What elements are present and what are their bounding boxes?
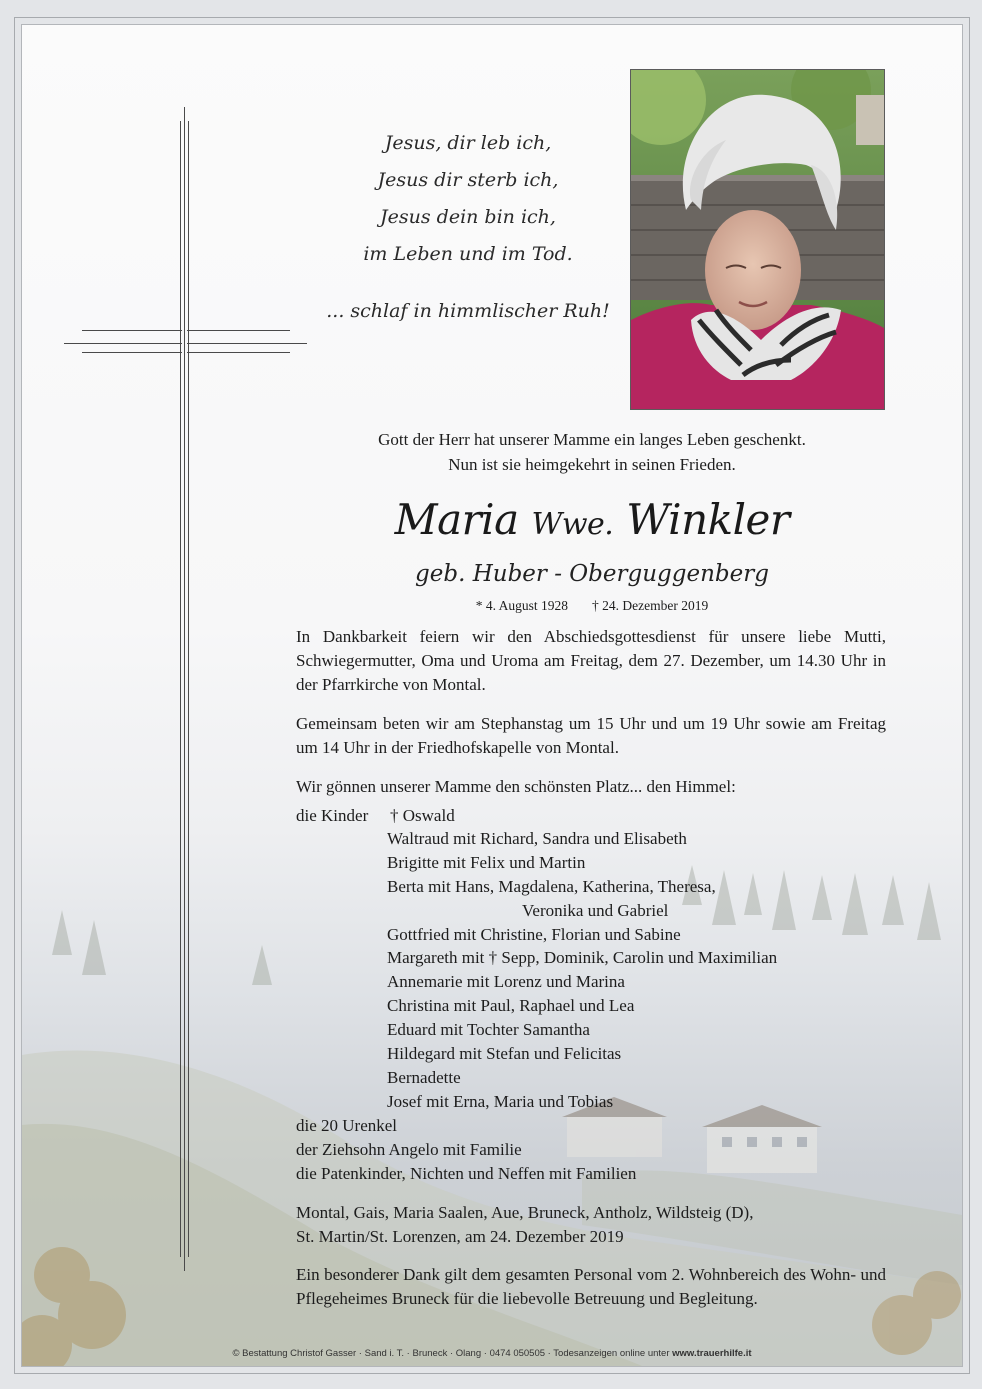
life-dates: [294, 597, 890, 615]
cross-icon: [22, 25, 322, 1305]
last-name: Winkler: [626, 495, 790, 544]
child-entry: Eduard mit Tochter Samantha: [387, 1020, 590, 1039]
intro-line: Gott der Herr hat unserer Mamme ein langes Leben geschenkt.: [378, 430, 806, 449]
mourner-group: der Ziehsohn Angelo mit Familie: [296, 1140, 522, 1159]
verse-line: Jesus dein bin ich,: [380, 206, 556, 228]
places-line: St. Martin/St. Lorenzen, am 24. Dezember 2019: [296, 1227, 624, 1246]
intro-line: Nun ist sie heimgekehrt in seinen Frieden.: [448, 455, 736, 474]
portrait-photo: [630, 69, 885, 410]
widow-title: Wwe.: [531, 507, 614, 542]
child-entry: Hildegard mit Stefan und Felicitas: [387, 1044, 622, 1063]
child-entry: Josef mit Erna, Maria und Tobias: [387, 1092, 614, 1111]
child-entry: Gottfried mit Christine, Florian und Sabine: [387, 925, 681, 944]
child-entry: Christina mit Paul, Raphael und Lea: [387, 996, 635, 1015]
first-name: Maria: [394, 495, 519, 544]
mourner-group: die Patenkinder, Nichten und Neffen mit Familien: [296, 1164, 637, 1183]
death-date: † 24. Dezember 2019: [592, 598, 709, 613]
verse-line: im Leben und im Tod.: [363, 243, 573, 265]
verse-line: Jesus dir sterb ich,: [377, 169, 559, 191]
verse-line: Jesus, dir leb ich,: [384, 132, 552, 154]
child-entry: Berta mit Hans, Magdalena, Katherina, Theresa,: [387, 877, 716, 896]
funeral-paragraph: In Dankbarkeit feiern wir den Abschiedsgottesdienst für unsere liebe Mutti, Schwiegermutter, Oma und Uroma am Freitag, dem 27. Dezember, um 14.30 Uhr in der Pfarrkirche von Montal.: [296, 627, 886, 694]
prayer-paragraph: Gemeinsam beten wir am Stephanstag um 15 Uhr und um 19 Uhr sowie am Freitag um 14 Uhr in der Friedhofskapelle von Montal.: [296, 714, 886, 757]
children-label: die Kinder: [296, 806, 369, 825]
thanks-paragraph: Ein besonderer Dank gilt dem gesamten Personal vom 2. Wohnbereich des Wohn- und Pflegeheimes Bruneck für die liebevolle Betreuung und Begleitung.: [296, 1265, 886, 1308]
child-entry: Brigitte mit Felix und Martin: [387, 853, 586, 872]
child-entry: † Oswald: [390, 806, 455, 825]
obituary-card: [21, 24, 963, 1367]
mourners-intro: Wir gönnen unserer Mamme den schönsten Platz... den Himmel:: [296, 777, 736, 796]
child-entry: Annemarie mit Lorenz und Marina: [387, 972, 625, 991]
child-entry: Margareth mit † Sepp, Dominik, Carolin und Maximilian: [387, 948, 778, 967]
child-entry: Waltraud mit Richard, Sandra und Elisabeth: [387, 829, 687, 848]
birth-date: * 4. August 1928: [475, 598, 569, 613]
verse-line: ... schlaf in himmlischer Ruh!: [326, 300, 610, 322]
child-entry: Bernadette: [387, 1068, 461, 1087]
places-line: Montal, Gais, Maria Saalen, Aue, Bruneck, Antholz, Wildsteig (D),: [296, 1203, 754, 1222]
child-entry: Veronika und Gabriel: [522, 901, 669, 920]
footer-text: © Bestattung Christof Gasser · Sand i. T. · Bruneck · Olang · 0474 050505 · Todesanzeigen online unter: [232, 1348, 670, 1359]
footer-website: www.trauerhilfe.it: [672, 1348, 752, 1359]
footer: [22, 1347, 962, 1361]
mourner-group: die 20 Urenkel: [296, 1116, 398, 1135]
maiden-name: geb. Huber - Oberguggenberg: [415, 561, 769, 587]
deceased-name: [294, 494, 890, 551]
